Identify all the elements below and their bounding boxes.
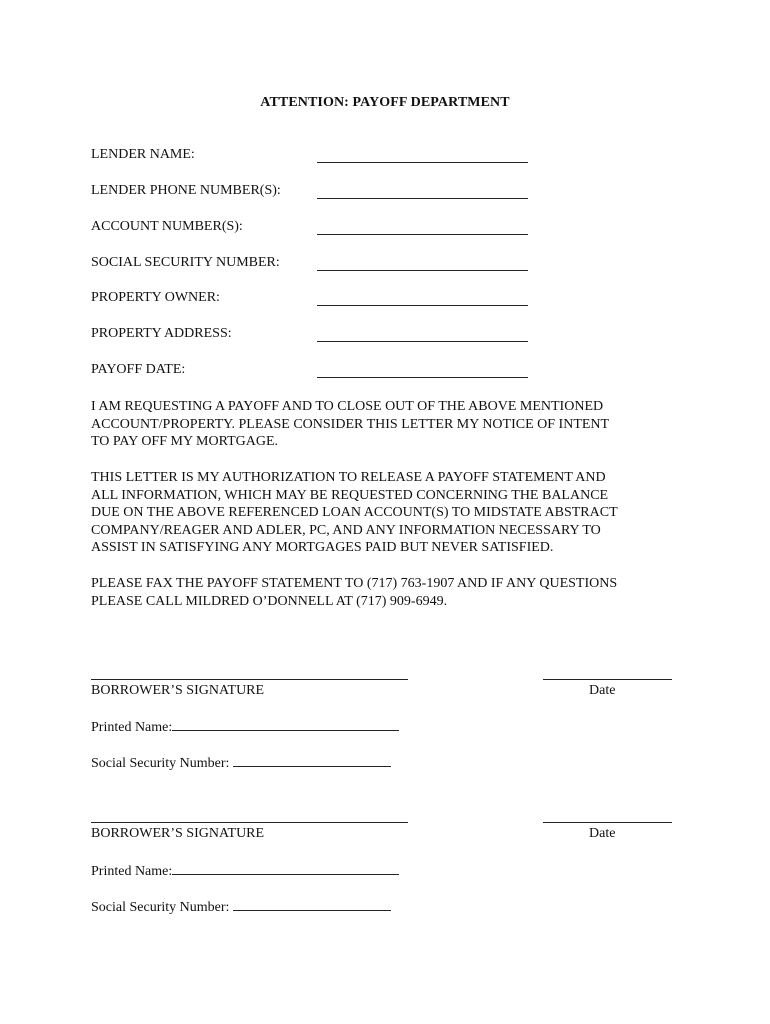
payoff-date-field[interactable] [317,377,528,378]
lender-name-row [91,147,531,169]
payoff-date-row [91,362,531,384]
date-label-2: Date [589,826,616,841]
ssn-row-2 [91,898,391,916]
account-number-label: ACCOUNT NUMBER(S): [91,219,243,234]
printed-name-label-1: Printed Name: [91,720,173,735]
printed-name-row-2 [91,862,399,880]
ssn-field[interactable] [317,270,528,271]
printed-name-field-2[interactable] [172,862,399,875]
date-line-2[interactable] [543,822,672,823]
lender-phone-label: LENDER PHONE NUMBER(S): [91,183,281,198]
printed-name-field-1[interactable] [172,718,399,731]
ssn-label-1: Social Security Number: [91,756,230,771]
lender-phone-field[interactable] [317,198,528,199]
property-address-label: PROPERTY ADDRESS: [91,326,232,341]
borrower-signature-line-2[interactable] [91,822,408,823]
ssn-row [91,255,531,277]
date-line-1[interactable] [543,679,672,680]
borrower-signature-label-2: BORROWER’S SIGNATURE [91,826,265,841]
lender-name-label: LENDER NAME: [91,147,195,162]
ssn-field-1[interactable] [233,754,391,767]
property-owner-row [91,290,531,312]
page-title: ATTENTION: PAYOFF DEPARTMENT [260,95,510,110]
property-owner-label: PROPERTY OWNER: [91,290,220,305]
ssn-row-1 [91,754,391,772]
fax-paragraph: PLEASE FAX THE PAYOFF STATEMENT TO (717) 763-1907 AND IF ANY QUESTIONS PLEASE CALL MILDRED O’DONNELL AT (717) 909-6949. [91,576,618,609]
lender-name-field[interactable] [317,162,528,163]
borrower-signature-label-1: BORROWER’S SIGNATURE [91,683,265,698]
printed-name-row-1 [91,718,399,736]
borrower-signature-line-1[interactable] [91,679,408,680]
account-number-field[interactable] [317,234,528,235]
property-owner-field[interactable] [317,305,528,306]
ssn-label: SOCIAL SECURITY NUMBER: [91,255,280,270]
ssn-label-2: Social Security Number: [91,900,230,915]
ssn-field-2[interactable] [233,898,391,911]
lender-phone-row [91,183,531,205]
request-paragraph: I AM REQUESTING A PAYOFF AND TO CLOSE OUT OF THE ABOVE MENTIONED ACCOUNT/PROPERTY. PLEASE CONSIDER THIS LETTER MY NOTICE OF INTENT TO PAY OFF MY MORTGAGE. [91,399,610,449]
property-address-field[interactable] [317,341,528,342]
authorization-paragraph: THIS LETTER IS MY AUTHORIZATION TO RELEASE A PAYOFF STATEMENT AND ALL INFORMATION, WHICH MAY BE REQUESTED CONCERNING THE BALANCE DUE ON THE ABOVE REFERENCED LOAN ACCOUNT(S) TO MIDSTATE ABSTRACT COMPANY/REAGER AND ADLER, PC, AND ANY INFORMATION NECESSARY TO ASSIST IN SATISFYING ANY MORTGAGES PAID BUT NEVER SATISFIED. [91,470,618,555]
printed-name-label-2: Printed Name: [91,864,173,879]
account-number-row [91,219,531,241]
property-address-row [91,326,531,348]
payoff-date-label: PAYOFF DATE: [91,362,186,377]
date-label-1: Date [589,683,616,698]
